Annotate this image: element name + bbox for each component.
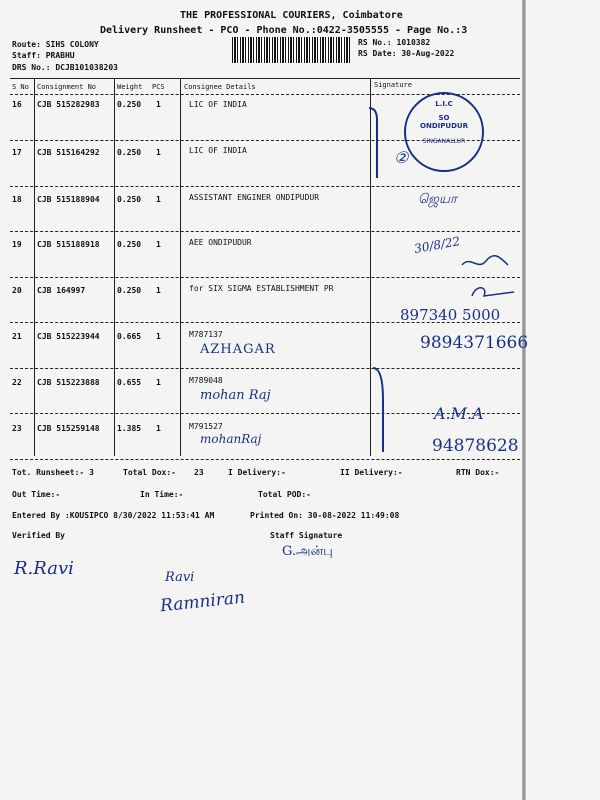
col-consignment: Consignment No [37,83,97,91]
row-weight: 0.250 [117,195,142,204]
bottom-signature-2: Ramniran [159,587,246,617]
row-weight: 0.250 [117,240,142,249]
row-sno: 22 [12,378,22,387]
row-sno: 23 [12,424,22,433]
row-weight: 0.250 [117,286,142,295]
row-sno: 19 [12,240,22,249]
staff-signature-label: Staff Signature [270,531,343,540]
col-weight: Weight [117,83,143,91]
page-fold-line [522,0,526,800]
col-consignee: Consignee Details [184,83,256,91]
row-divider [10,277,520,278]
row-pcs: 1 [156,286,161,295]
bottom-signature-1: Ravi [165,570,195,585]
col-divider [180,78,181,456]
signature-row-23-phone: 94878628 [432,436,519,456]
i-delivery-label: I Delivery:- [228,468,286,477]
row-pcs: 1 [156,100,161,109]
staff-signature: G.அன்பு [282,544,333,559]
row-weight: 0.250 [117,100,142,109]
signature-row-23: A.M.A [434,404,484,423]
lic-stamp [404,92,484,172]
row-consignment: CJB 515223944 [37,332,100,341]
row-pcs: 1 [156,195,161,204]
staff-label: Staff: PRABHU [12,51,75,60]
table-top-border [10,78,520,79]
out-time-label: Out Time:- [12,490,61,499]
signature-row-17: ② [394,148,409,167]
handwritten-brackets [355,100,395,460]
row-sno: 18 [12,195,22,204]
col-divider [114,78,115,456]
row-weight: 0.665 [117,332,142,341]
stamp-top-text: L.I.C [435,100,453,108]
barcode [232,37,350,63]
row-pcs: 1 [156,378,161,387]
col-signature: Signature [374,81,412,89]
row-consignment: CJB 515188904 [37,195,100,204]
row-consignment: CJB 515259148 [37,424,100,433]
rtn-dox-label: RTN Dox:- [456,468,500,477]
total-runsheet: Tot. Runsheet:- 3 [12,468,94,477]
row-sno: 21 [12,332,22,341]
row-weight: 0.250 [117,148,142,157]
row-consignee: M789048 [189,376,223,385]
row-sno: 16 [12,100,22,109]
row-pcs: 1 [156,332,161,341]
col-pcs: PCS [152,83,165,91]
verified-signature: R.Ravi [14,558,74,579]
signature-scribble [460,255,510,271]
row-consignee: ASSISTANT ENGINER ONDIPUDUR [189,193,320,202]
printed-on: Printed On: 30-08-2022 11:49:08 [250,511,400,520]
signature-row-19: 30/8/22 [413,234,462,256]
row-consignee: LIC OF INDIA [189,100,247,109]
row-consignment: CJB 164997 [37,286,86,295]
signature-scribble [468,282,518,304]
signature-row-21: 9894371666 [420,333,529,353]
row-divider [10,231,520,232]
row-divider [10,186,520,187]
company-name: THE PROFESSIONAL COURIERS, Coimbatore [180,10,403,21]
row-consignment: CJB 515223888 [37,378,100,387]
row-consignment: CJB 515164292 [37,148,100,157]
row-consignee: LIC OF INDIA [189,146,247,155]
row-consignee: for SIX SIGMA ESTABLISHMENT PR [189,284,334,293]
row-pcs: 1 [156,148,161,157]
total-dox-label: Total Dox:- [123,468,176,477]
row-sno: 20 [12,286,22,295]
entered-by: Entered By :KOUSIPCO 8/30/2022 11:53:41 AM [12,511,215,520]
signature-row-18: ஜெயா [418,192,457,207]
runsheet-title: Delivery Runsheet - PCO - Phone No.:0422-3505555 - Page No.:3 [100,25,468,36]
handwritten-name: AZHAGAR [200,342,276,357]
col-sno: S No [12,83,29,91]
rs-date: RS Date: 30-Aug-2022 [358,49,455,58]
table-bottom-border [10,459,520,460]
row-consignee: AEE ONDIPUDUR [189,238,252,247]
handwritten-name: mohan Raj [200,388,271,403]
row-divider [10,368,520,369]
row-pcs: 1 [156,424,161,433]
route-label: Route: SIHS COLONY [12,40,99,49]
row-weight: 0.655 [117,378,142,387]
total-pod-label: Total POD:- [258,490,311,499]
row-consignment: CJB 515282983 [37,100,100,109]
stamp-rim-text: SINGANALLUR [422,138,466,145]
stamp-mid-text: SO [438,114,450,122]
stamp-bottom-text: ONDIPUDUR [420,122,468,130]
total-dox-value: 23 [194,468,204,477]
row-consignee: M787137 [189,330,223,339]
handwritten-name: mohanRaj [200,432,262,446]
col-divider [34,78,35,456]
row-consignee: M791527 [189,422,223,431]
verified-by-label: Verified By [12,531,65,540]
rs-number: RS No.: 1010382 [358,38,431,47]
in-time-label: In Time:- [140,490,184,499]
ii-delivery-label: II Delivery:- [340,468,403,477]
row-consignment: CJB 515188918 [37,240,100,249]
drs-number: DRS No.: DCJB101038203 [12,63,118,72]
row-sno: 17 [12,148,22,157]
row-weight: 1.385 [117,424,142,433]
signature-row-20: 897340 5000 [400,306,501,324]
row-pcs: 1 [156,240,161,249]
